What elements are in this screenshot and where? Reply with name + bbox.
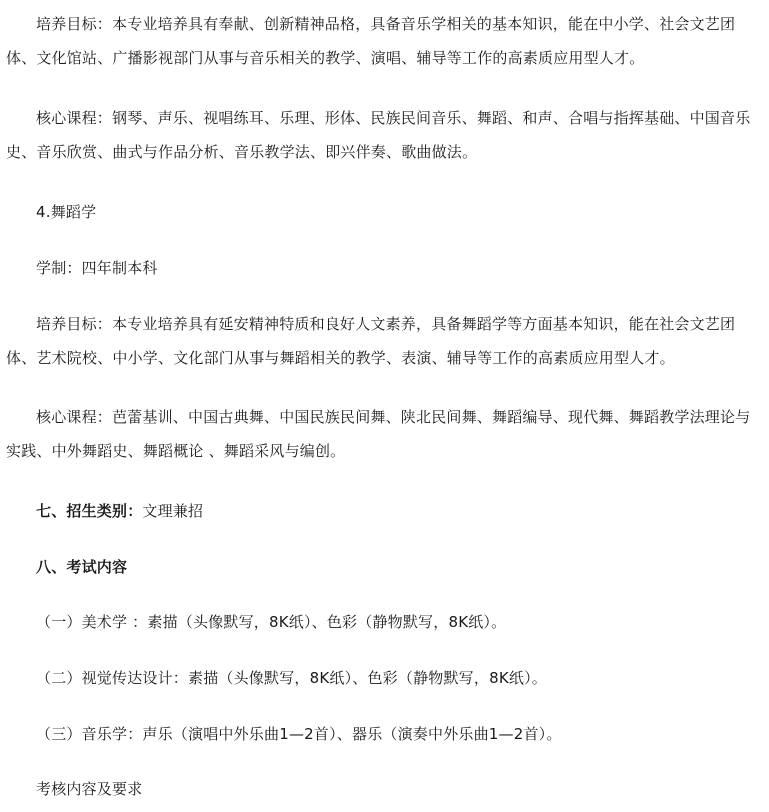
- section-8-heading: 八、考试内容: [36, 558, 128, 576]
- section-7-heading: 七、招生类别：: [36, 502, 143, 520]
- section-7-value: 文理兼招: [142, 502, 204, 520]
- exam-item-visual-design: （二）视觉传达设计：素描（头像默写，8K纸）、色彩（静物默写，8K纸）。: [36, 669, 547, 687]
- exam-item-fine-arts: （一）美术学 ：素描（头像默写，8K纸）、色彩（静物默写，8K纸）。: [36, 613, 507, 631]
- dance-core-courses: 核心课程：芭蕾基训、中国古典舞、中国民族民间舞、陕北民间舞、舞蹈编导、现代舞、舞蹈教学法理论与实践、中外舞蹈史、舞蹈概论 、舞蹈采风与编创。: [6, 408, 751, 460]
- dance-major-title: 4.舞蹈学: [36, 203, 97, 221]
- assessment-heading: 考核内容及要求: [36, 780, 143, 798]
- dance-duration: 学制：四年制本科: [36, 259, 158, 277]
- section-7-enrollment-category: [6, 494, 762, 528]
- exam-item-music: （三）音乐学：声乐（演唱中外乐曲1—2首）、器乐（演奏中外乐曲1—2首）。: [36, 725, 562, 743]
- dance-training-goal: 培养目标：本专业培养具有延安精神特质和良好人文素养，具备舞蹈学等方面基本知识，能在社会文艺团体、艺术院校、中小学、文化部门从事与舞蹈相关的教学、表演、辅导等工作的高素质应用型人才。: [6, 315, 736, 367]
- music-training-goal: 培养目标：本专业培养具有奉献、创新精神品格，具备音乐学相关的基本知识，能在中小学、社会文艺团体、文化馆站、广播影视部门从事与音乐相关的教学、演唱、辅导等工作的高素质应用型人才。: [6, 15, 736, 67]
- music-core-courses: 核心课程：钢琴、声乐、视唱练耳、乐理、形体、民族民间音乐、舞蹈、和声、合唱与指挥基础、中国音乐史、音乐欣赏、曲式与作品分析、音乐教学法、即兴伴奏、歌曲做法。: [6, 109, 751, 161]
